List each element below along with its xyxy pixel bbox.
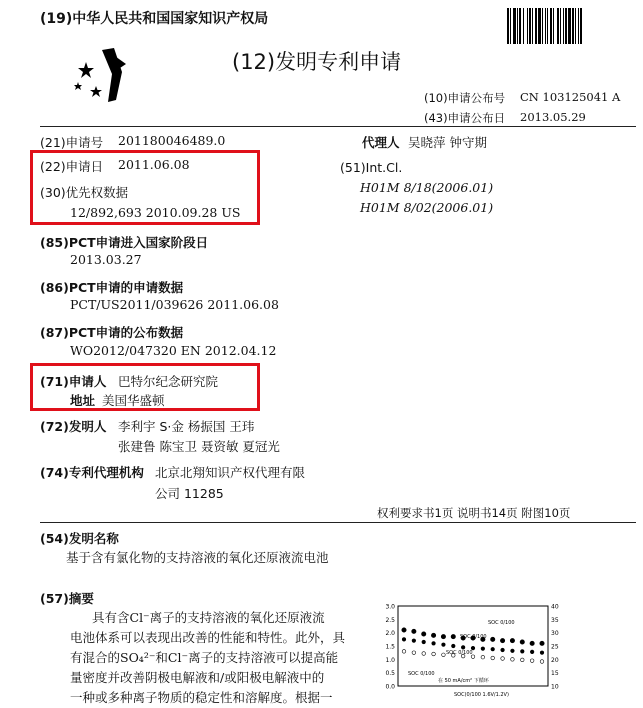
pub-date-label: (43)申请公布日 bbox=[424, 111, 506, 125]
pages-note: 权利要求书1页 说明书14页 附图10页 bbox=[377, 506, 571, 520]
data-point bbox=[511, 649, 515, 653]
inventors-line-2: 张建鲁 陈宝卫 聂资敏 夏冠光 bbox=[118, 439, 280, 454]
data-point bbox=[422, 640, 426, 644]
data-point bbox=[540, 651, 544, 655]
highlight-box-applicant bbox=[30, 363, 260, 411]
data-point bbox=[432, 652, 436, 656]
highlight-box-dates bbox=[30, 150, 260, 225]
data-point bbox=[520, 640, 524, 644]
title-label: (54)发明名称 bbox=[40, 531, 119, 546]
address-value: 美国华盛顿 bbox=[102, 393, 165, 408]
office-name: (19)中华人民共和国国家知识产权局 bbox=[40, 11, 269, 27]
header-divider bbox=[40, 126, 636, 127]
data-point bbox=[422, 652, 426, 656]
data-point bbox=[412, 639, 416, 643]
y-right-tick-label: 40 bbox=[551, 603, 559, 611]
data-point bbox=[412, 629, 416, 633]
pub-no: CN 103125041 A bbox=[520, 90, 621, 104]
data-point bbox=[491, 656, 495, 660]
data-point bbox=[500, 638, 504, 642]
inventors-line-1: 李利宇 S·金 杨振国 王玮 bbox=[118, 419, 255, 434]
patent-office-emblem-icon bbox=[72, 42, 134, 106]
app-no: 201180046489.0 bbox=[118, 133, 226, 148]
chart-annotation: 在 50 mA/cm² 下循环 bbox=[438, 678, 489, 684]
invention-title: 基于含有氯化物的支持溶液的氧化还原液流电池 bbox=[66, 550, 329, 565]
y-right-tick-label: 15 bbox=[551, 670, 559, 678]
data-point bbox=[441, 634, 445, 638]
data-point bbox=[511, 658, 515, 662]
data-point bbox=[540, 641, 544, 645]
y-left-tick-label: 0.0 bbox=[385, 683, 395, 691]
abstract-line: 一种或多种离子物质的稳定性和溶解度。根据一 bbox=[70, 690, 333, 705]
chart-annotation: SOC 0/100 bbox=[488, 620, 515, 626]
y-right-tick-label: 20 bbox=[551, 656, 559, 664]
data-point bbox=[451, 634, 455, 638]
data-point bbox=[510, 638, 514, 642]
pub-no-label: (10)申请公布号 bbox=[424, 91, 506, 105]
filing-date-label: (22)申请日 bbox=[40, 159, 104, 174]
data-point bbox=[520, 650, 524, 654]
data-point bbox=[481, 647, 485, 651]
data-point bbox=[520, 658, 524, 662]
chart-annotation: SOC 0/100 bbox=[460, 634, 487, 640]
chart-annotation: SOC 0/100 bbox=[446, 650, 473, 656]
data-point bbox=[402, 638, 406, 642]
pct-app-label: (86)PCT申请的申请数据 bbox=[40, 280, 184, 295]
abstract-line: 有混合的SO₄²⁻和Cl⁻离子的支持溶液可以提高能 bbox=[70, 650, 339, 665]
data-point bbox=[501, 648, 505, 652]
intcl-1: H01M 8/18(2006.01) bbox=[360, 180, 494, 195]
y-right-tick-label: 30 bbox=[551, 630, 559, 638]
data-point bbox=[432, 642, 436, 646]
y-left-tick-label: 2.5 bbox=[385, 616, 395, 624]
app-no-label: (21)申请号 bbox=[40, 135, 104, 150]
y-left-tick-label: 1.5 bbox=[385, 643, 395, 651]
data-point bbox=[461, 646, 465, 650]
data-point bbox=[530, 650, 534, 654]
data-point bbox=[451, 644, 455, 648]
abstract-line: 具有含Cl⁻离子的支持溶液的氧化还原液流 bbox=[92, 610, 325, 625]
pub-date: 2013.05.29 bbox=[520, 110, 586, 124]
abstract-label: (57)摘要 bbox=[40, 591, 94, 606]
data-point bbox=[431, 633, 435, 637]
pct-pub-value: WO2012/047320 EN 2012.04.12 bbox=[70, 343, 277, 358]
y-right-tick-label: 25 bbox=[551, 643, 559, 651]
data-point bbox=[530, 659, 534, 663]
y-right-tick-label: 10 bbox=[551, 683, 559, 691]
applicant-value: 巴特尔纪念研究院 bbox=[118, 374, 219, 389]
pct-app-value: PCT/US2011/039626 2011.06.08 bbox=[70, 297, 279, 312]
y-left-tick-label: 2.0 bbox=[385, 630, 395, 638]
y-left-tick-label: 3.0 bbox=[385, 603, 395, 611]
data-point bbox=[540, 660, 544, 664]
address-label: 地址 bbox=[70, 393, 96, 408]
chart-annotation: SOC(0/100 1.6V/1.2V) bbox=[454, 692, 509, 698]
barcode-bar bbox=[582, 8, 584, 44]
data-point bbox=[491, 647, 495, 651]
y-right-tick-label: 35 bbox=[551, 616, 559, 624]
priority-label: (30)优先权数据 bbox=[40, 185, 129, 200]
pct-pub-label: (87)PCT申请的公布数据 bbox=[40, 325, 184, 340]
abstract-figure-chart bbox=[368, 600, 588, 707]
data-point bbox=[402, 628, 406, 632]
document-type: (12)发明专利申请 bbox=[232, 50, 402, 74]
data-point bbox=[481, 655, 485, 659]
data-point bbox=[422, 632, 426, 636]
filing-date: 2011.06.08 bbox=[118, 157, 190, 172]
y-left-tick-label: 0.5 bbox=[385, 670, 395, 678]
inventors-label: (72)发明人 bbox=[40, 419, 107, 434]
data-point bbox=[442, 653, 446, 657]
data-point bbox=[402, 650, 406, 654]
y-left-tick-label: 1.0 bbox=[385, 656, 395, 664]
agency-label: (74)专利代理机构 bbox=[40, 465, 144, 480]
data-point bbox=[530, 641, 534, 645]
agent-label: 代理人 bbox=[362, 135, 400, 150]
data-point bbox=[491, 637, 495, 641]
pct-entry-label: (85)PCT申请进入国家阶段日 bbox=[40, 235, 209, 250]
barcode-icon bbox=[507, 8, 631, 44]
pct-entry-date: 2013.03.27 bbox=[70, 252, 142, 267]
agent-value: 吴晓萍 钟守期 bbox=[408, 135, 487, 150]
data-point bbox=[501, 657, 505, 661]
applicant-label: (71)申请人 bbox=[40, 374, 107, 389]
priority-value: 12/892,693 2010.09.28 US bbox=[70, 205, 241, 220]
abstract-text bbox=[70, 608, 346, 708]
abstract-line: 电池体系可以表现出改善的性能和特性。此外，具 bbox=[70, 630, 346, 645]
intcl-label: (51)Int.Cl. bbox=[340, 160, 403, 175]
agency-value: 北京北翔知识产权代理有限 bbox=[155, 465, 306, 480]
intcl-2: H01M 8/02(2006.01) bbox=[360, 200, 494, 215]
body-divider bbox=[40, 522, 636, 523]
abstract-line: 量密度并改善阴极电解液和/或阳极电解液中的 bbox=[70, 670, 325, 685]
data-point bbox=[442, 643, 446, 647]
data-point bbox=[412, 651, 416, 655]
chart-annotation: SOC 0/100 bbox=[408, 671, 435, 677]
agency-value-2: 公司 11285 bbox=[155, 486, 224, 501]
